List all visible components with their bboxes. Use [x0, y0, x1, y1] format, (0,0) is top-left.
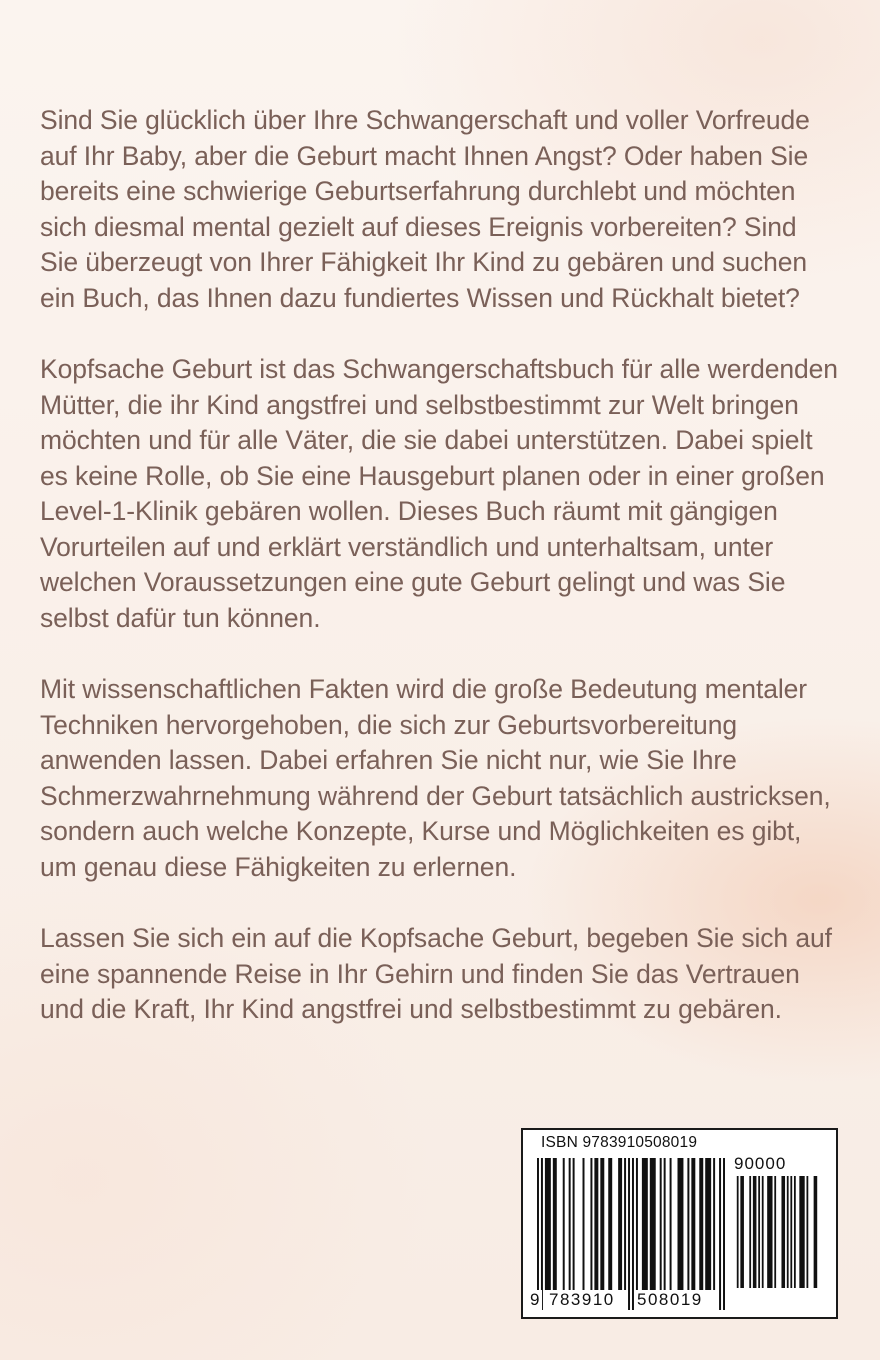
ean13-bar	[642, 1158, 648, 1290]
ean5-bar	[806, 1176, 808, 1288]
isbn-barcode-box	[521, 1128, 838, 1319]
ean13-bar	[608, 1158, 612, 1290]
ean5-bar	[749, 1176, 751, 1288]
ean13-bar	[705, 1158, 711, 1290]
ean13-bar	[660, 1158, 662, 1290]
ean13-bar	[569, 1158, 571, 1290]
ean13-bar	[590, 1158, 592, 1290]
price-code-label: 90000	[734, 1154, 787, 1173]
ean13-bar	[583, 1158, 585, 1290]
ean13-guard-bar	[723, 1158, 725, 1310]
ean13-bar	[699, 1158, 703, 1290]
ean5-bar	[767, 1176, 772, 1288]
ean13-bar	[553, 1158, 557, 1290]
blurb-paragraph-closing: Lassen Sie sich ein auf die Kopfsache Geburt, begeben Sie sich auf eine spannende Reise in Ihr Gehirn und finden Sie das Vertrauen und die Kraft, Ihr Kind angstfrei und selbstbestimmt zu gebären.	[40, 923, 832, 1024]
ean13-bar	[594, 1158, 598, 1290]
ean13-guard-bar	[541, 1158, 543, 1310]
ean13-guard-bar	[632, 1158, 634, 1310]
back-cover-blurb	[40, 103, 840, 1064]
ean13-bar	[664, 1158, 666, 1290]
ean5-bar	[762, 1176, 764, 1288]
ean13-bar	[713, 1158, 715, 1290]
ean13-guard-bar	[719, 1158, 721, 1310]
blurb-paragraph-intro: Sind Sie glücklich über Ihre Schwangerschaft und voller Vorfreude auf Ihr Baby, aber die Geburt macht Ihnen Angst? Oder haben Sie bereits eine schwierige Geburtserfahrung durchlebt und möchten sich diesmal mental gezielt auf dieses Ereignis vorbereiten? Sind Sie überzeugt von Ihrer Fähigkeit Ihr Kind zu gebären und suchen ein Buch, das Ihnen dazu fundiertes Wissen und Rückhalt bietet?	[40, 105, 810, 313]
blurb-paragraph-science: Mit wissenschaftlichen Fakten wird die große Bedeutung mentaler Techniken hervorgehoben, die sich zur Geburtsvorbereitung anwenden lassen. Dabei erfahren Sie nicht nur, wie Sie Ihre Schmerzwahrnehmung während der Geburt tatsächlich austricksen, sondern auch welche Konzepte, Kurse und Möglichkeiten es gibt, um genau diese Fähigkeiten zu erlernen.	[40, 674, 831, 882]
ean13-guard-bar	[628, 1158, 630, 1310]
ean5-bar	[758, 1176, 760, 1288]
ean13-barcode-bars	[537, 1158, 725, 1310]
ean5-bar	[794, 1176, 796, 1288]
addon-barcode-bars	[735, 1176, 819, 1288]
ean5-bar	[781, 1176, 785, 1288]
ean5-bar	[799, 1176, 804, 1288]
ean5-bar	[774, 1176, 776, 1288]
barcode-digit-first: 9	[530, 1290, 541, 1309]
ean13-bar	[545, 1158, 551, 1290]
barcode-digits-left: 783910	[549, 1290, 615, 1309]
isbn-label: ISBN 9783910508019	[541, 1134, 698, 1151]
ean13-bar	[563, 1158, 565, 1290]
ean13-guard-bar	[537, 1158, 539, 1310]
ean5-bar	[787, 1176, 789, 1288]
ean13-bar	[687, 1158, 689, 1290]
barcode-digits-right: 508019	[637, 1290, 703, 1309]
ean13-bar	[678, 1158, 684, 1290]
ean5-bar	[790, 1176, 792, 1288]
ean13-bar	[573, 1158, 575, 1290]
ean13-bar	[600, 1158, 604, 1290]
ean5-bar	[814, 1176, 818, 1288]
ean13-bar	[618, 1158, 622, 1290]
blurb-paragraph-book-description: Kopfsache Geburt ist das Schwangerschaftsbuch für alle werdenden Mütter, die ihr Kind angstfrei und selbstbestimmt zur Welt bringen möchten und für alle Väter, die sie dabei unterstützen. Dabei spielt es keine Rolle, ob Sie eine Hausgeburt planen oder in einer großen Level-1-Klinik gebären wollen. Dieses Buch räumt mit gängigen Vorurteilen auf und erklärt verständlich und unterhaltsam, unter welchen Voraussetzungen eine gute Geburt gelingt und was Sie selbst dafür tun können.	[40, 354, 838, 633]
ean13-bar	[624, 1158, 626, 1290]
ean13-bar	[650, 1158, 656, 1290]
ean5-bar	[740, 1176, 744, 1288]
ean5-bar	[737, 1176, 739, 1288]
ean13-bar	[670, 1158, 672, 1290]
ean13-bar	[636, 1158, 638, 1290]
ean13-bar	[691, 1158, 695, 1290]
ean5-bar	[753, 1176, 757, 1288]
